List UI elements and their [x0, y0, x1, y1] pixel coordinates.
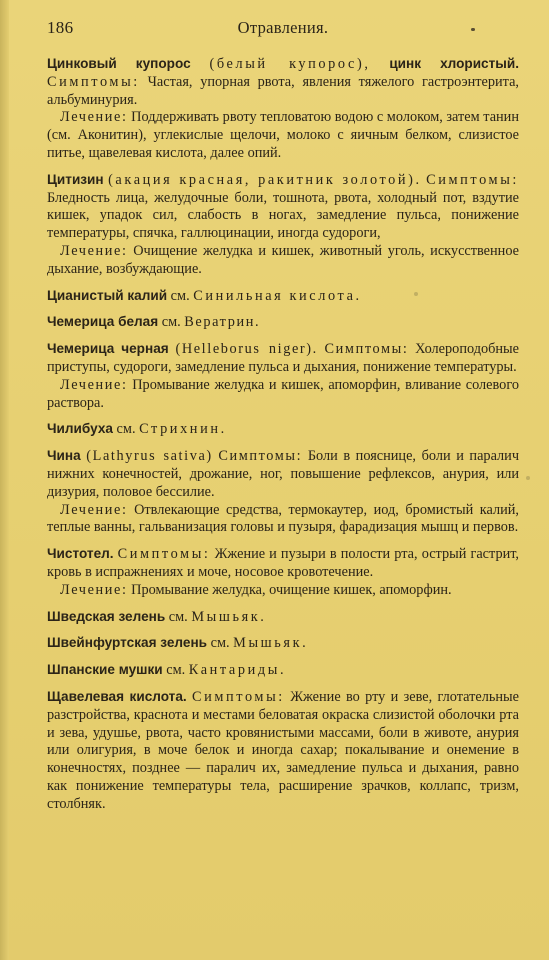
page-number: 186	[47, 18, 74, 37]
entry-white-hellebore	[47, 313, 519, 332]
headword: Швейнфуртская зелень	[47, 635, 208, 651]
see-ref-marker: см.	[168, 608, 188, 625]
symptoms-label: Симптомы:	[117, 546, 211, 563]
entry-swedish-green	[47, 608, 519, 627]
symptoms-text: Холероподобные приступы, судороги, замедление пульса и дыхания, понижение температуры.	[47, 341, 520, 375]
page-header	[47, 18, 519, 44]
running-title: Отравления.	[237, 18, 329, 37]
treatment-text: Поддерживать рвоту тепловатою водою с молоком, затем танин (см. Аконитин), углекислые щелочи, молоко с яичным белком, слизистое питье, щавелевая кислота, далее опий.	[47, 109, 519, 161]
symptoms-label: Симптомы:	[218, 448, 303, 465]
entry-spanish-fly	[47, 661, 519, 680]
cross-reference: Мышьяк.	[233, 635, 309, 652]
treatment-label: Лечение:	[60, 242, 128, 259]
synonym: (акация красная, ракитник золотой).	[108, 171, 422, 188]
cross-reference: Стрихнин.	[139, 421, 227, 438]
symptoms-text: Жжение во рту и зеве, глотательные разстройства, краснота и местами беловатая окраска слизистой оболочки рта и зева, удушье, рвота, часто кровянистыми массами, боли в животе, анурия или олигурия, в моче белок и иногда сахар; покалывание и онемение в конечностях, позднее — паралич их, замедление пульса и дыхания, равно как понижение температуры тела, расширение зрачков, коллапс, тризм, столбняк.	[47, 688, 519, 812]
headword: Шведская зелень	[47, 608, 166, 624]
entry-schweinfurt-green	[47, 634, 519, 653]
symptoms-label: Симптомы:	[47, 73, 140, 90]
treatment-label: Лечение:	[60, 109, 128, 126]
symptoms-label: Симптомы:	[192, 688, 285, 705]
entry-oxalic-acid	[47, 688, 519, 814]
entry-celandine	[47, 545, 519, 599]
entry-cytisine	[47, 171, 519, 279]
headword-2: цинк хлористый.	[389, 56, 520, 71]
treatment-label: Лечение:	[60, 376, 128, 393]
latin-name: (Lathyrus sativa)	[86, 448, 213, 465]
see-ref-marker: см.	[116, 421, 136, 438]
symptoms-text: Боли в пояснице, боли и паралич нижних конечностей, дрожание, ног, повышение рефлексов, анурия, или дизурия, половое бессилие.	[47, 448, 520, 500]
headword: Чилибуха	[47, 421, 113, 437]
symptoms-text: Частая, упорная рвота, явления тяжелого гастроэнтерита, альбуминурия.	[47, 73, 519, 108]
headword: Цианистый калий	[47, 287, 168, 303]
treatment-label: Лечение:	[60, 501, 128, 518]
cross-reference: Синильная кислота.	[193, 287, 362, 304]
headword: Чемерица белая	[47, 314, 159, 330]
paper-speck	[414, 292, 418, 296]
cross-reference: Мышьяк.	[191, 608, 267, 625]
entry-lathyrus	[47, 447, 519, 537]
headword: Цинковый купорос	[47, 56, 191, 71]
treatment-text: Очищение желудка и кишек, животный уголь, искусственное дыхание, возбуждающие.	[47, 242, 519, 277]
symptoms-text: Жжение и пузыри в полости рта, острый гастрит, кровь в испражнениях и моче, носовое кровотечение.	[47, 546, 519, 580]
entry-potassium-cyanide	[47, 287, 519, 306]
treatment-text: Отвлекающие средства, термокаутер, иод, бромистый калий, теплые ванны, гальванизация головы и пузыря, фарадизация мышц и первов.	[47, 501, 520, 536]
headword: Шпанские мушки	[47, 662, 163, 678]
treatment-text: Промывание желудка и кишек, апоморфин, вливание солевого раствора.	[47, 376, 519, 411]
symptoms-label: Симптомы:	[324, 341, 409, 358]
see-ref-marker: см.	[166, 662, 186, 679]
see-ref-marker: см.	[210, 635, 230, 652]
latin-name: (Helleborus niger).	[175, 341, 318, 358]
see-ref-marker: см.	[161, 314, 181, 331]
symptoms-label: Симптомы:	[426, 171, 519, 188]
cross-reference: Вератрин.	[184, 314, 261, 331]
headword: Чистотел.	[47, 546, 114, 562]
headword: Цитизин	[47, 171, 104, 187]
cross-reference: Кантариды.	[188, 662, 287, 679]
see-ref-marker: см.	[170, 287, 190, 304]
treatment-text: Промывание желудка, очищение кишек, апоморфин.	[131, 581, 452, 598]
entry-nux-vomica	[47, 420, 519, 439]
entry-black-hellebore	[47, 340, 519, 412]
headword: Чина	[47, 448, 81, 464]
ink-speck	[471, 28, 475, 31]
synonym: (белый купорос),	[209, 56, 371, 72]
entry-zinc-sulfate	[47, 55, 519, 163]
symptoms-text: Бледность лица, желудочные боли, тошнота, рвота, холодный пот, вздутие кишек, упадок сил, слабость в ногах, замедление пульса, понижение температуры, спячка, галлюцинации, иногда судороги,	[47, 189, 519, 242]
headword: Щавелевая кислота.	[47, 688, 187, 704]
headword: Чемерица черная	[47, 341, 169, 357]
paper-speck	[526, 476, 530, 480]
treatment-label: Лечение:	[60, 581, 128, 598]
